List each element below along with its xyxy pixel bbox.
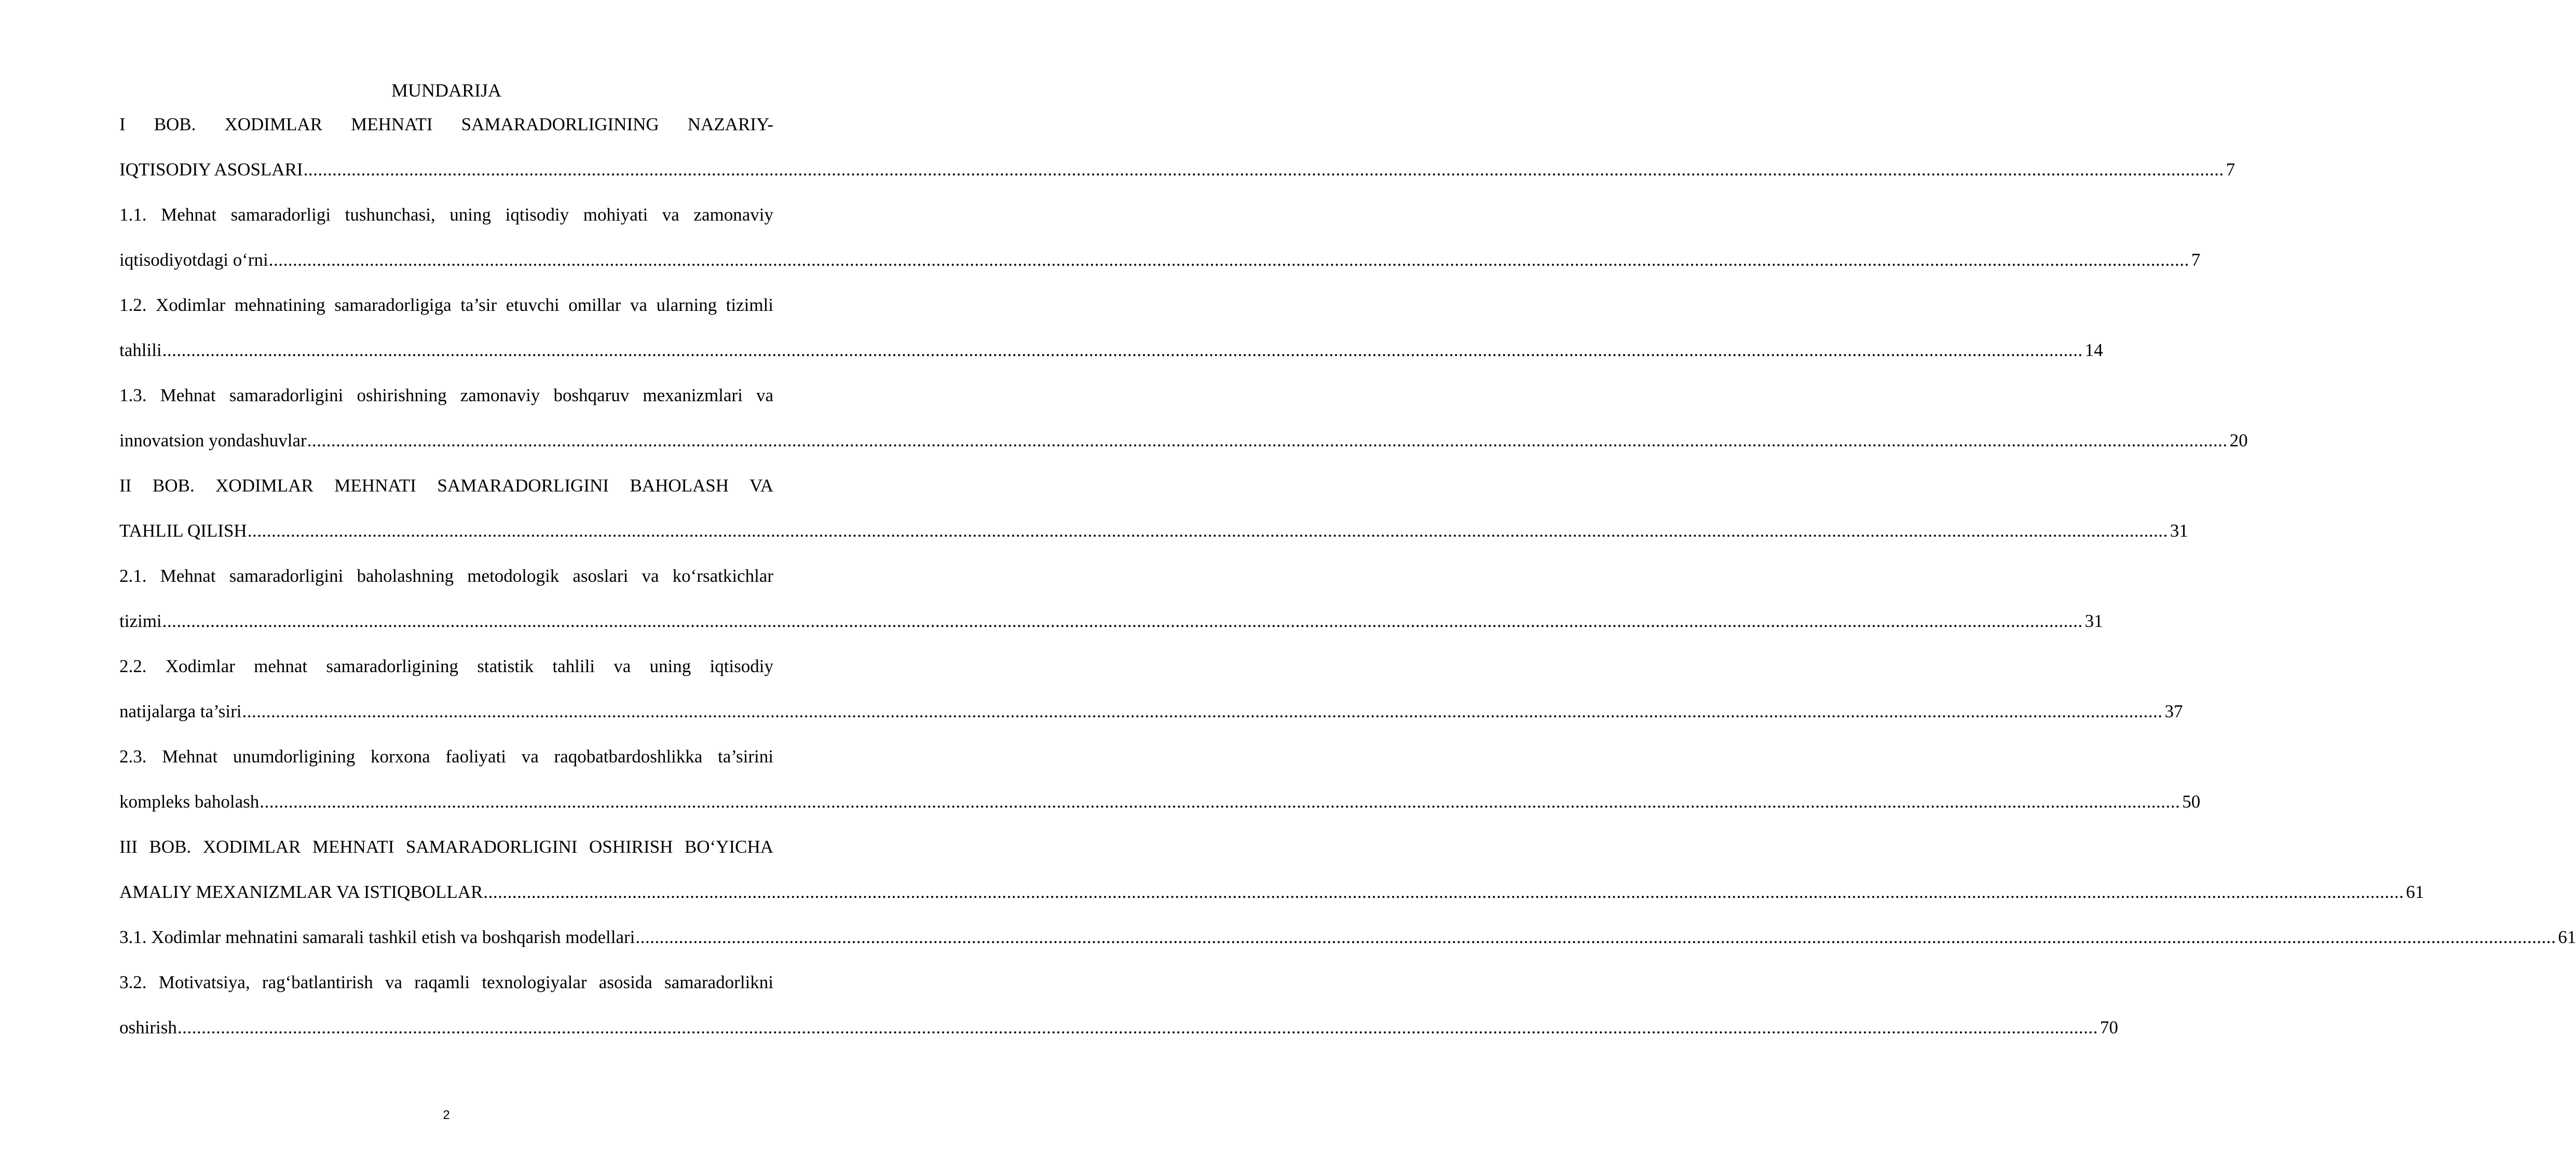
dot-leader: ................................................................................................................................................................................................................................................................................................................................................................................................................ [268,250,2189,270]
dot-leader: ................................................................................................................................................................................................................................................................................................................................................................................................................ [307,430,2228,451]
toc-entry-heading-line: I BOB. XODIMLAR MEHNATI SAMARADORLIGINING NAZARIY- [119,114,773,134]
toc-entry-heading-line: 2.3. Mehnat unumdorligining korxona faoliyati va raqobatbardoshlikka ta’sirini [119,746,773,767]
dot-leader: ................................................................................................................................................................................................................................................................................................................................................................................................................ [162,611,2083,631]
toc-entry-text: TAHLIL QILISH [119,521,247,541]
toc-entry-heading-line: 2.2. Xodimlar mehnat samaradorligining statistik tahlili va uning iqtisodiy [119,656,773,676]
toc-entry-page-number: 61 [2406,882,2424,902]
dot-leader: ................................................................................................................................................................................................................................................................................................................................................................................................................ [635,927,2556,947]
dot-leader: ................................................................................................................................................................................................................................................................................................................................................................................................................ [242,701,2163,721]
toc-entry-text: iqtisodiyotdagi o‘rni [119,250,268,270]
toc-entry-page-number: 31 [2170,521,2188,541]
toc-entry-heading-line: 1.3. Mehnat samaradorligini oshirishning zamonaviy boshqaruv mexanizmlari va [119,385,773,405]
toc-entry [119,742,2201,832]
dot-leader: ................................................................................................................................................................................................................................................................................................................................................................................................................ [260,791,2180,812]
toc-entry [119,832,2424,923]
dot-leader: ................................................................................................................................................................................................................................................................................................................................................................................................................ [162,340,2083,360]
toc-entry-text: IQTISODIY ASOSLARI [119,159,303,180]
toc-entry-page-number: 7 [2226,159,2236,180]
toc-entry-leader-line [119,878,2424,923]
toc-entry-page-number: 61 [2558,927,2576,947]
toc-entry-text: natijalarga ta’siri [119,701,242,721]
toc-title: MUNDARIJA [391,80,501,101]
toc-entry-leader-line [119,787,2201,832]
toc-entry [119,291,2103,381]
dot-leader: ................................................................................................................................................................................................................................................................................................................................................................................................................ [303,159,2224,180]
toc-entry [119,923,2576,968]
toc-entry-leader-line [119,155,2236,200]
dot-leader: ................................................................................................................................................................................................................................................................................................................................................................................................................ [247,521,2168,541]
toc-entry-heading-line: 1.2. Xodimlar mehnatining samaradorligiga ta’sir etuvchi omillar va ularning tizimli [119,295,773,315]
toc-entry [119,471,2188,562]
dot-leader: ................................................................................................................................................................................................................................................................................................................................................................................................................ [483,882,2404,902]
toc-entry-text: 3.1. Xodimlar mehnatini samarali tashkil etish va boshqarish modellari [119,927,635,947]
toc-entry-leader-line [119,426,2248,471]
toc-entry-page-number: 70 [2100,1017,2118,1038]
toc-entry [119,381,2248,471]
toc-entry-heading-line: 1.1. Mehnat samaradorligi tushunchasi, uning iqtisodiy mohiyati va zamonaviy [119,204,773,225]
toc-entry-leader-line [119,1013,2118,1058]
toc-entry [119,562,2103,652]
toc-entry-heading-line: II BOB. XODIMLAR MEHNATI SAMARADORLIGINI BAHOLASH VA [119,475,773,496]
toc-entry-leader-line [119,923,2576,968]
toc-entry-text: tahlili [119,340,162,360]
table-of-contents [119,110,2576,1058]
toc-entry-text: AMALIY MEXANIZMLAR VA ISTIQBOLLAR [119,882,483,902]
dot-leader: ................................................................................................................................................................................................................................................................................................................................................................................................................ [177,1017,2098,1038]
toc-entry-leader-line [119,607,2103,652]
toc-entry-page-number: 31 [2084,611,2103,631]
toc-entry-text: kompleks baholash [119,791,260,812]
toc-entry [119,200,2201,291]
toc-entry-page-number: 20 [2229,430,2248,451]
toc-entry-heading-line: 3.2. Motivatsiya, rag‘batlantirish va raqamli texnologiyalar asosida samaradorlikni [119,972,773,992]
toc-entry-page-number: 37 [2164,701,2183,721]
toc-entry-text: innovatsion yondashuvlar [119,430,307,451]
toc-entry-text: tizimi [119,611,162,631]
toc-entry [119,968,2118,1058]
toc-entry-leader-line [119,516,2188,562]
toc-entry [119,652,2183,742]
toc-entry-page-number: 7 [2191,250,2201,270]
toc-entry-page-number: 50 [2182,791,2201,812]
page-number: 2 [443,1108,450,1122]
toc-entry [119,110,2236,200]
toc-entry-heading-line: III BOB. XODIMLAR MEHNATI SAMARADORLIGINI OSHIRISH BO‘YICHA [119,837,773,857]
toc-entry-leader-line [119,245,2201,291]
toc-entry-heading-line: 2.1. Mehnat samaradorligini baholashning metodologik asoslari va ko‘rsatkichlar [119,566,773,586]
toc-entry-page-number: 14 [2084,340,2103,360]
toc-entry-leader-line [119,336,2103,381]
toc-entry-leader-line [119,697,2183,742]
toc-entry-text: oshirish [119,1017,177,1038]
